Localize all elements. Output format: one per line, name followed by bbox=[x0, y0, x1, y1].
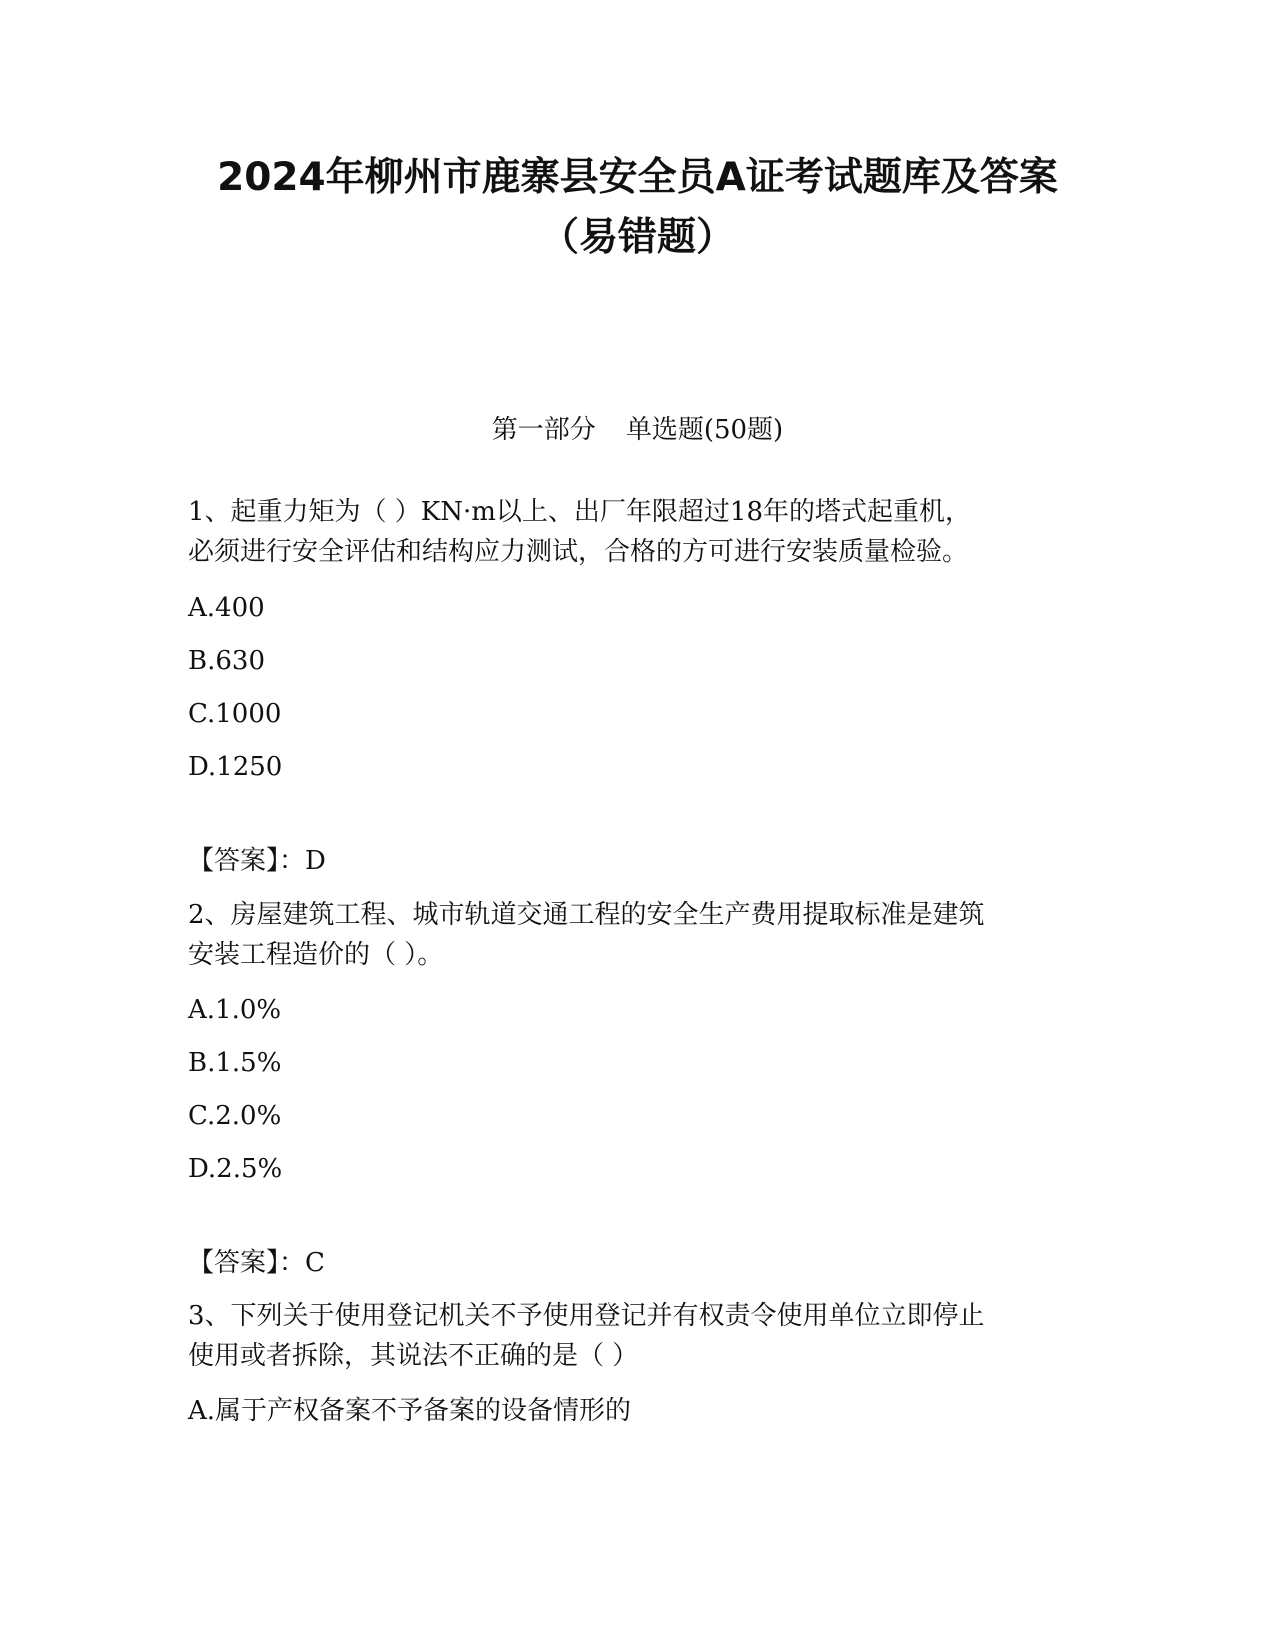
section-part: 第一部分 bbox=[491, 415, 596, 445]
question-2-stem-line-1: 2、房屋建筑工程、城市轨道交通工程的安全生产费用提取标准是建筑 bbox=[188, 900, 985, 930]
question-3-option-a: A.属于产权备案不予备案的设备情形的 bbox=[188, 1396, 632, 1426]
question-3-stem-line-1: 3、下列关于使用登记机关不予使用登记并有权责令使用单位立即停止 bbox=[188, 1301, 985, 1331]
question-1-stem-line-2: 必须进行安全评估和结构应力测试，合格的方可进行安装质量检验。 bbox=[188, 537, 969, 567]
question-1-answer: 【答案】：D bbox=[188, 846, 326, 876]
question-2-option-c: C.2.0% bbox=[188, 1101, 282, 1131]
document-title-line-2: （易错题） bbox=[539, 215, 735, 260]
question-2-option-b: B.1.5% bbox=[188, 1048, 282, 1078]
section-name: 单选题(50题) bbox=[625, 415, 784, 445]
question-3-stem-line-2: 使用或者拆除，其说法不正确的是（ ） bbox=[188, 1341, 639, 1371]
document-title-line-1: 2024年柳州市鹿寨县安全员A证考试题库及答案 bbox=[217, 155, 1058, 200]
question-2-option-d: D.2.5% bbox=[188, 1154, 283, 1184]
question-2-stem-line-2: 安装工程造价的（ ）。 bbox=[188, 940, 444, 970]
section-heading bbox=[0, 412, 1275, 448]
question-2-option-a: A.1.0% bbox=[188, 995, 282, 1025]
question-2-answer: 【答案】：C bbox=[188, 1248, 325, 1278]
question-1-option-b: B.630 bbox=[188, 646, 265, 676]
question-1-option-c: C.1000 bbox=[188, 699, 282, 729]
question-1-option-d: D.1250 bbox=[188, 752, 283, 782]
question-1-option-a: A.400 bbox=[188, 593, 265, 623]
question-1-stem-line-1: 1、起重力矩为（ ）KN·m以上、出厂年限超过18年的塔式起重机， bbox=[188, 497, 971, 527]
